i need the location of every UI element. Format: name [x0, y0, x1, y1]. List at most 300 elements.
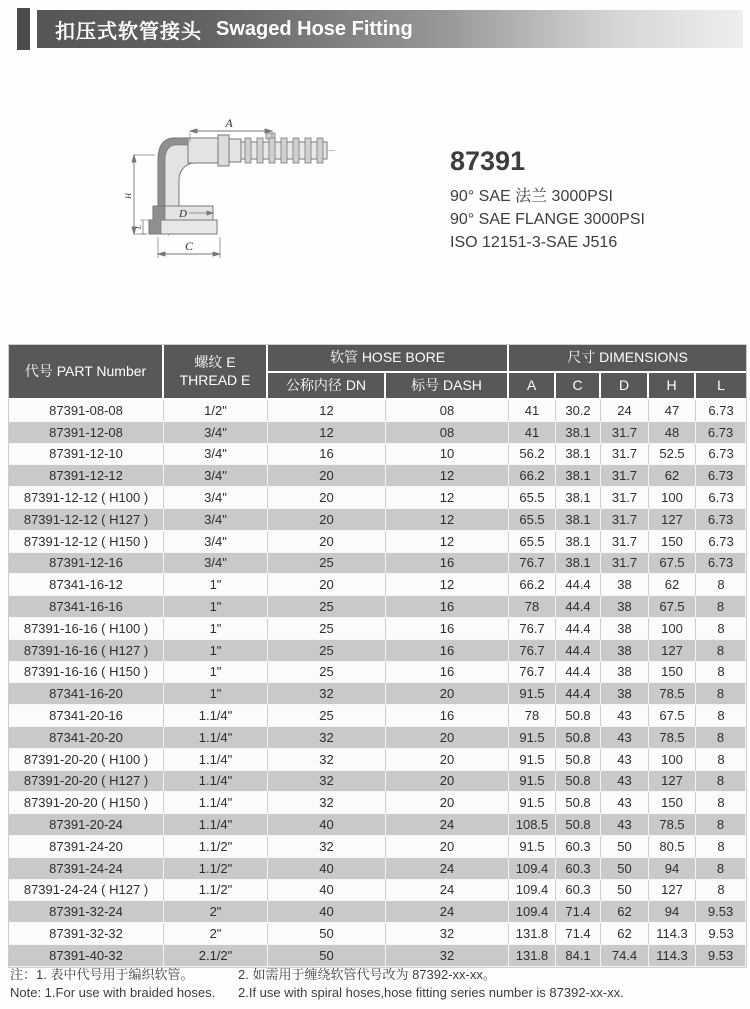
table-row [9, 792, 746, 814]
part-number-cell: 87391-12-12 [9, 465, 164, 487]
value-cell: 16 [386, 618, 509, 640]
product-standard: ISO 12151-3-SAE J516 [450, 234, 618, 252]
value-cell: 32 [268, 683, 386, 705]
table-row [9, 945, 746, 967]
value-cell: 44.4 [556, 574, 601, 596]
value-cell: 50.8 [556, 705, 601, 727]
value-cell: 6.73 [696, 531, 746, 553]
value-cell: 91.5 [509, 727, 556, 749]
part-number-cell: 87341-20-20 [9, 727, 164, 749]
value-cell: 10 [386, 444, 509, 466]
value-cell: 16 [386, 596, 509, 618]
value-cell: 31.7 [601, 444, 649, 466]
footer-notes [10, 966, 745, 1001]
value-cell: 56.2 [509, 444, 556, 466]
value-cell: 50 [601, 858, 649, 880]
value-cell: 1.1/4" [164, 727, 268, 749]
value-cell: 8 [696, 596, 746, 618]
part-number-cell: 87391-20-20 ( H150 ) [9, 792, 164, 814]
product-model: 87391 [450, 146, 526, 176]
value-cell: 3/4" [164, 509, 268, 531]
value-cell: 76.7 [509, 553, 556, 575]
collar [218, 135, 229, 166]
table-row [9, 858, 746, 880]
value-cell: 66.2 [509, 574, 556, 596]
value-cell: 43 [601, 771, 649, 793]
value-cell: 84.1 [556, 945, 601, 967]
part-number-cell: 87391-20-24 [9, 814, 164, 836]
value-cell: 60.3 [556, 836, 601, 858]
table-row [9, 727, 746, 749]
value-cell: 12 [386, 465, 509, 487]
value-cell: 31.7 [601, 553, 649, 575]
value-cell: 3/4" [164, 531, 268, 553]
col-header-dim-l: L [696, 373, 746, 400]
value-cell: 3/4" [164, 422, 268, 444]
value-cell: 38 [601, 618, 649, 640]
table-row [9, 400, 746, 422]
part-number-cell: 87391-20-20 ( H127 ) [9, 771, 164, 793]
value-cell: 67.5 [649, 553, 696, 575]
table-row [9, 662, 746, 684]
value-cell: 50.8 [556, 771, 601, 793]
table-row [9, 422, 746, 444]
col-header-dn: 公称内径 DN [268, 373, 386, 400]
spec-table [8, 344, 747, 968]
value-cell: 41 [509, 422, 556, 444]
value-cell: 91.5 [509, 792, 556, 814]
part-number-cell: 87391-32-24 [9, 901, 164, 923]
value-cell: 100 [649, 749, 696, 771]
value-cell: 131.8 [509, 945, 556, 967]
value-cell: 65.5 [509, 487, 556, 509]
value-cell: 9.53 [696, 923, 746, 945]
value-cell: 16 [386, 553, 509, 575]
value-cell: 08 [386, 422, 509, 444]
collar-step [229, 139, 241, 162]
tail-serrations [245, 138, 323, 163]
table-row [9, 836, 746, 858]
value-cell: 1" [164, 662, 268, 684]
value-cell: 62 [601, 901, 649, 923]
value-cell: 20 [268, 509, 386, 531]
value-cell: 32 [386, 923, 509, 945]
value-cell: 67.5 [649, 596, 696, 618]
value-cell: 9.53 [696, 901, 746, 923]
value-cell: 32 [268, 836, 386, 858]
table-row [9, 509, 746, 531]
value-cell: 109.4 [509, 901, 556, 923]
value-cell: 16 [386, 705, 509, 727]
table-row [9, 553, 746, 575]
value-cell: 32 [268, 771, 386, 793]
part-number-cell: 87391-24-24 [9, 858, 164, 880]
value-cell: 47 [649, 400, 696, 422]
table-row [9, 683, 746, 705]
value-cell: 52.5 [649, 444, 696, 466]
table-row [9, 749, 746, 771]
value-cell: 12 [386, 487, 509, 509]
value-cell: 24 [386, 814, 509, 836]
value-cell: 1.1/4" [164, 814, 268, 836]
value-cell: 32 [268, 749, 386, 771]
dim-label-a: A [225, 116, 233, 130]
value-cell: 78 [509, 596, 556, 618]
value-cell: 9.53 [696, 945, 746, 967]
value-cell: 2" [164, 901, 268, 923]
value-cell: 8 [696, 640, 746, 662]
value-cell: 20 [386, 771, 509, 793]
dim-label-h: H [124, 193, 133, 199]
value-cell: 8 [696, 858, 746, 880]
spec-table-head [9, 345, 746, 400]
page-title-zh: 扣压式软管接头 [55, 20, 202, 43]
value-cell: 38 [601, 596, 649, 618]
value-cell: 1.1/4" [164, 705, 268, 727]
value-cell: 1.1/4" [164, 792, 268, 814]
table-row [9, 531, 746, 553]
value-cell: 109.4 [509, 858, 556, 880]
value-cell: 78.5 [649, 683, 696, 705]
value-cell: 31.7 [601, 509, 649, 531]
value-cell: 16 [386, 640, 509, 662]
part-number-cell: 87391-20-20 ( H100 ) [9, 749, 164, 771]
value-cell: 1" [164, 574, 268, 596]
value-cell: 78.5 [649, 727, 696, 749]
value-cell: 20 [268, 574, 386, 596]
value-cell: 127 [649, 640, 696, 662]
part-number-cell: 87391-12-12 ( H127 ) [9, 509, 164, 531]
value-cell: 31.7 [601, 487, 649, 509]
part-number-cell: 87391-24-24 ( H127 ) [9, 880, 164, 902]
value-cell: 71.4 [556, 923, 601, 945]
col-group-dimensions: 尺寸 DIMENSIONS [509, 345, 746, 373]
col-header-dim-c: C [556, 373, 601, 400]
table-row [9, 814, 746, 836]
value-cell: 127 [649, 771, 696, 793]
value-cell: 38.1 [556, 444, 601, 466]
value-cell: 6.73 [696, 422, 746, 444]
value-cell: 40 [268, 858, 386, 880]
value-cell: 41 [509, 400, 556, 422]
value-cell: 31.7 [601, 465, 649, 487]
col-header-dim-d: D [601, 373, 649, 400]
value-cell: 44.4 [556, 618, 601, 640]
value-cell: 20 [386, 836, 509, 858]
value-cell: 91.5 [509, 749, 556, 771]
value-cell: 76.7 [509, 640, 556, 662]
value-cell: 114.3 [649, 945, 696, 967]
value-cell: 150 [649, 662, 696, 684]
value-cell: 48 [649, 422, 696, 444]
part-number-cell: 87391-16-16 ( H150 ) [9, 662, 164, 684]
value-cell: 8 [696, 662, 746, 684]
value-cell: 20 [386, 683, 509, 705]
table-row [9, 596, 746, 618]
value-cell: 12 [386, 531, 509, 553]
value-cell: 131.8 [509, 923, 556, 945]
part-number-cell: 87391-40-32 [9, 945, 164, 967]
value-cell: 50.8 [556, 792, 601, 814]
value-cell: 8 [696, 618, 746, 640]
value-cell: 62 [649, 465, 696, 487]
value-cell: 8 [696, 574, 746, 596]
value-cell: 2" [164, 923, 268, 945]
value-cell: 6.73 [696, 509, 746, 531]
value-cell: 40 [268, 901, 386, 923]
table-row [9, 465, 746, 487]
value-cell: 44.4 [556, 683, 601, 705]
value-cell: 24 [386, 880, 509, 902]
value-cell: 20 [268, 531, 386, 553]
value-cell: 44.4 [556, 640, 601, 662]
part-number-cell: 87391-12-08 [9, 422, 164, 444]
table-row [9, 574, 746, 596]
value-cell: 127 [649, 880, 696, 902]
value-cell: 8 [696, 727, 746, 749]
value-cell: 25 [268, 596, 386, 618]
value-cell: 127 [649, 509, 696, 531]
col-group-hose-bore: 软管 HOSE BORE [268, 345, 509, 373]
value-cell: 65.5 [509, 509, 556, 531]
value-cell: 43 [601, 749, 649, 771]
part-number-cell: 87341-20-16 [9, 705, 164, 727]
value-cell: 1.1/4" [164, 749, 268, 771]
note-block-1 [10, 966, 238, 1001]
value-cell: 1" [164, 596, 268, 618]
value-cell: 44.4 [556, 596, 601, 618]
value-cell: 94 [649, 901, 696, 923]
value-cell: 20 [386, 727, 509, 749]
value-cell: 25 [268, 640, 386, 662]
value-cell: 71.4 [556, 901, 601, 923]
value-cell: 1.1/4" [164, 771, 268, 793]
value-cell: 1.1/2" [164, 836, 268, 858]
value-cell: 38.1 [556, 422, 601, 444]
value-cell: 6.73 [696, 465, 746, 487]
part-number-cell: 87391-12-10 [9, 444, 164, 466]
value-cell: 62 [601, 923, 649, 945]
value-cell: 3/4" [164, 553, 268, 575]
part-number-cell: 87391-12-12 ( H100 ) [9, 487, 164, 509]
value-cell: 31.7 [601, 422, 649, 444]
value-cell: 38 [601, 662, 649, 684]
col-header-dash: 标号 DASH [386, 373, 509, 400]
value-cell: 78.5 [649, 814, 696, 836]
table-row [9, 487, 746, 509]
value-cell: 6.73 [696, 487, 746, 509]
value-cell: 32 [268, 727, 386, 749]
value-cell: 3/4" [164, 487, 268, 509]
dim-label-c: C [184, 239, 194, 253]
value-cell: 109.4 [509, 880, 556, 902]
value-cell: 50 [601, 836, 649, 858]
part-number-cell: 87391-32-32 [9, 923, 164, 945]
value-cell: 8 [696, 836, 746, 858]
value-cell: 8 [696, 749, 746, 771]
product-desc-en: 90° SAE FLANGE 3000PSI [450, 211, 645, 229]
value-cell: 1.1/2" [164, 880, 268, 902]
value-cell: 32 [386, 945, 509, 967]
part-number-cell: 87391-12-12 ( H150 ) [9, 531, 164, 553]
product-info [450, 146, 730, 255]
value-cell: 8 [696, 705, 746, 727]
value-cell: 78 [509, 705, 556, 727]
note-en-2: 2.If use with spiral hoses,hose fitting series number is 87392-xx-xx. [238, 984, 624, 1000]
product-desc-zh: 90° SAE 法兰 3000PSI [450, 188, 613, 205]
value-cell: 2.1/2" [164, 945, 268, 967]
value-cell: 32 [268, 792, 386, 814]
value-cell: 24 [386, 858, 509, 880]
value-cell: 44.4 [556, 662, 601, 684]
value-cell: 60.3 [556, 858, 601, 880]
value-cell: 8 [696, 814, 746, 836]
table-row [9, 705, 746, 727]
value-cell: 76.7 [509, 618, 556, 640]
part-number-cell: 87341-16-20 [9, 683, 164, 705]
note-block-2 [238, 966, 745, 1001]
part-number-cell: 87341-16-16 [9, 596, 164, 618]
value-cell: 74.4 [601, 945, 649, 967]
col-header-thread [164, 345, 268, 400]
value-cell: 76.7 [509, 662, 556, 684]
table-row [9, 880, 746, 902]
dim-label-d: D [179, 208, 187, 220]
value-cell: 12 [268, 422, 386, 444]
value-cell: 43 [601, 705, 649, 727]
col-header-thread-zh: 螺纹 E [194, 354, 236, 370]
value-cell: 25 [268, 662, 386, 684]
value-cell: 1" [164, 618, 268, 640]
part-number-cell: 87341-16-12 [9, 574, 164, 596]
value-cell: 25 [268, 553, 386, 575]
value-cell: 38.1 [556, 531, 601, 553]
value-cell: 8 [696, 880, 746, 902]
tube-body [188, 138, 220, 163]
value-cell: 80.5 [649, 836, 696, 858]
value-cell: 8 [696, 683, 746, 705]
table-row [9, 640, 746, 662]
value-cell: 50 [268, 923, 386, 945]
value-cell: 114.3 [649, 923, 696, 945]
dim-label-l: L [135, 225, 143, 229]
value-cell: 20 [386, 792, 509, 814]
value-cell: 38.1 [556, 553, 601, 575]
value-cell: 100 [649, 618, 696, 640]
value-cell: 60.3 [556, 880, 601, 902]
value-cell: 1.1/2" [164, 858, 268, 880]
value-cell: 108.5 [509, 814, 556, 836]
value-cell: 6.73 [696, 400, 746, 422]
value-cell: 38 [601, 683, 649, 705]
value-cell: 31.7 [601, 531, 649, 553]
value-cell: 40 [268, 880, 386, 902]
table-row [9, 618, 746, 640]
value-cell: 66.2 [509, 465, 556, 487]
table-row [9, 444, 746, 466]
value-cell: 67.5 [649, 705, 696, 727]
value-cell: 20 [268, 487, 386, 509]
table-row [9, 771, 746, 793]
value-cell: 150 [649, 792, 696, 814]
value-cell: 08 [386, 400, 509, 422]
value-cell: 8 [696, 771, 746, 793]
note-en-1: Note: 1.For use with braided hoses. [10, 984, 216, 1000]
value-cell: 40 [268, 814, 386, 836]
value-cell: 24 [601, 400, 649, 422]
value-cell: 16 [268, 444, 386, 466]
value-cell: 38.1 [556, 465, 601, 487]
value-cell: 6.73 [696, 553, 746, 575]
value-cell: 100 [649, 487, 696, 509]
value-cell: 62 [649, 574, 696, 596]
value-cell: 12 [386, 574, 509, 596]
part-number-cell: 87391-12-16 [9, 553, 164, 575]
value-cell: 50.8 [556, 727, 601, 749]
value-cell: 50.8 [556, 814, 601, 836]
value-cell: 1" [164, 640, 268, 662]
page-title-banner [37, 10, 743, 48]
accent-bar [17, 8, 30, 50]
col-header-dim-a: A [509, 373, 556, 400]
note-zh-2: 2. 如需用于缠绕软管代号改为 87392-xx-xx。 [238, 967, 496, 982]
col-header-dim-h: H [649, 373, 696, 400]
col-header-thread-en: THREAD E [179, 371, 251, 388]
value-cell: 91.5 [509, 771, 556, 793]
value-cell: 43 [601, 727, 649, 749]
value-cell: 43 [601, 792, 649, 814]
col-header-part: 代号 PART Number [9, 345, 164, 400]
table-row [9, 923, 746, 945]
value-cell: 38 [601, 574, 649, 596]
fitting-technical-drawing [103, 108, 353, 273]
value-cell: 50 [601, 880, 649, 902]
value-cell: 94 [649, 858, 696, 880]
value-cell: 12 [386, 509, 509, 531]
value-cell: 25 [268, 705, 386, 727]
value-cell: 38.1 [556, 487, 601, 509]
value-cell: 38 [601, 640, 649, 662]
value-cell: 50.8 [556, 749, 601, 771]
note-zh-1: 注：1. 表中代号用于编织软管。 [10, 967, 194, 982]
value-cell: 6.73 [696, 444, 746, 466]
value-cell: 3/4" [164, 444, 268, 466]
value-cell: 1/2" [164, 400, 268, 422]
part-number-cell: 87391-16-16 ( H100 ) [9, 618, 164, 640]
page-title-en: Swaged Hose Fitting [216, 17, 413, 40]
value-cell: 3/4" [164, 465, 268, 487]
value-cell: 91.5 [509, 836, 556, 858]
value-cell: 8 [696, 792, 746, 814]
value-cell: 150 [649, 531, 696, 553]
value-cell: 50 [268, 945, 386, 967]
value-cell: 12 [268, 400, 386, 422]
value-cell: 1" [164, 683, 268, 705]
value-cell: 20 [386, 749, 509, 771]
value-cell: 16 [386, 662, 509, 684]
part-number-cell: 87391-16-16 ( H127 ) [9, 640, 164, 662]
value-cell: 65.5 [509, 531, 556, 553]
value-cell: 25 [268, 618, 386, 640]
table-body [9, 400, 746, 967]
part-number-cell: 87391-08-08 [9, 400, 164, 422]
value-cell: 20 [268, 465, 386, 487]
value-cell: 24 [386, 901, 509, 923]
part-number-cell: 87391-24-20 [9, 836, 164, 858]
value-cell: 91.5 [509, 683, 556, 705]
table-row [9, 901, 746, 923]
value-cell: 30.2 [556, 400, 601, 422]
